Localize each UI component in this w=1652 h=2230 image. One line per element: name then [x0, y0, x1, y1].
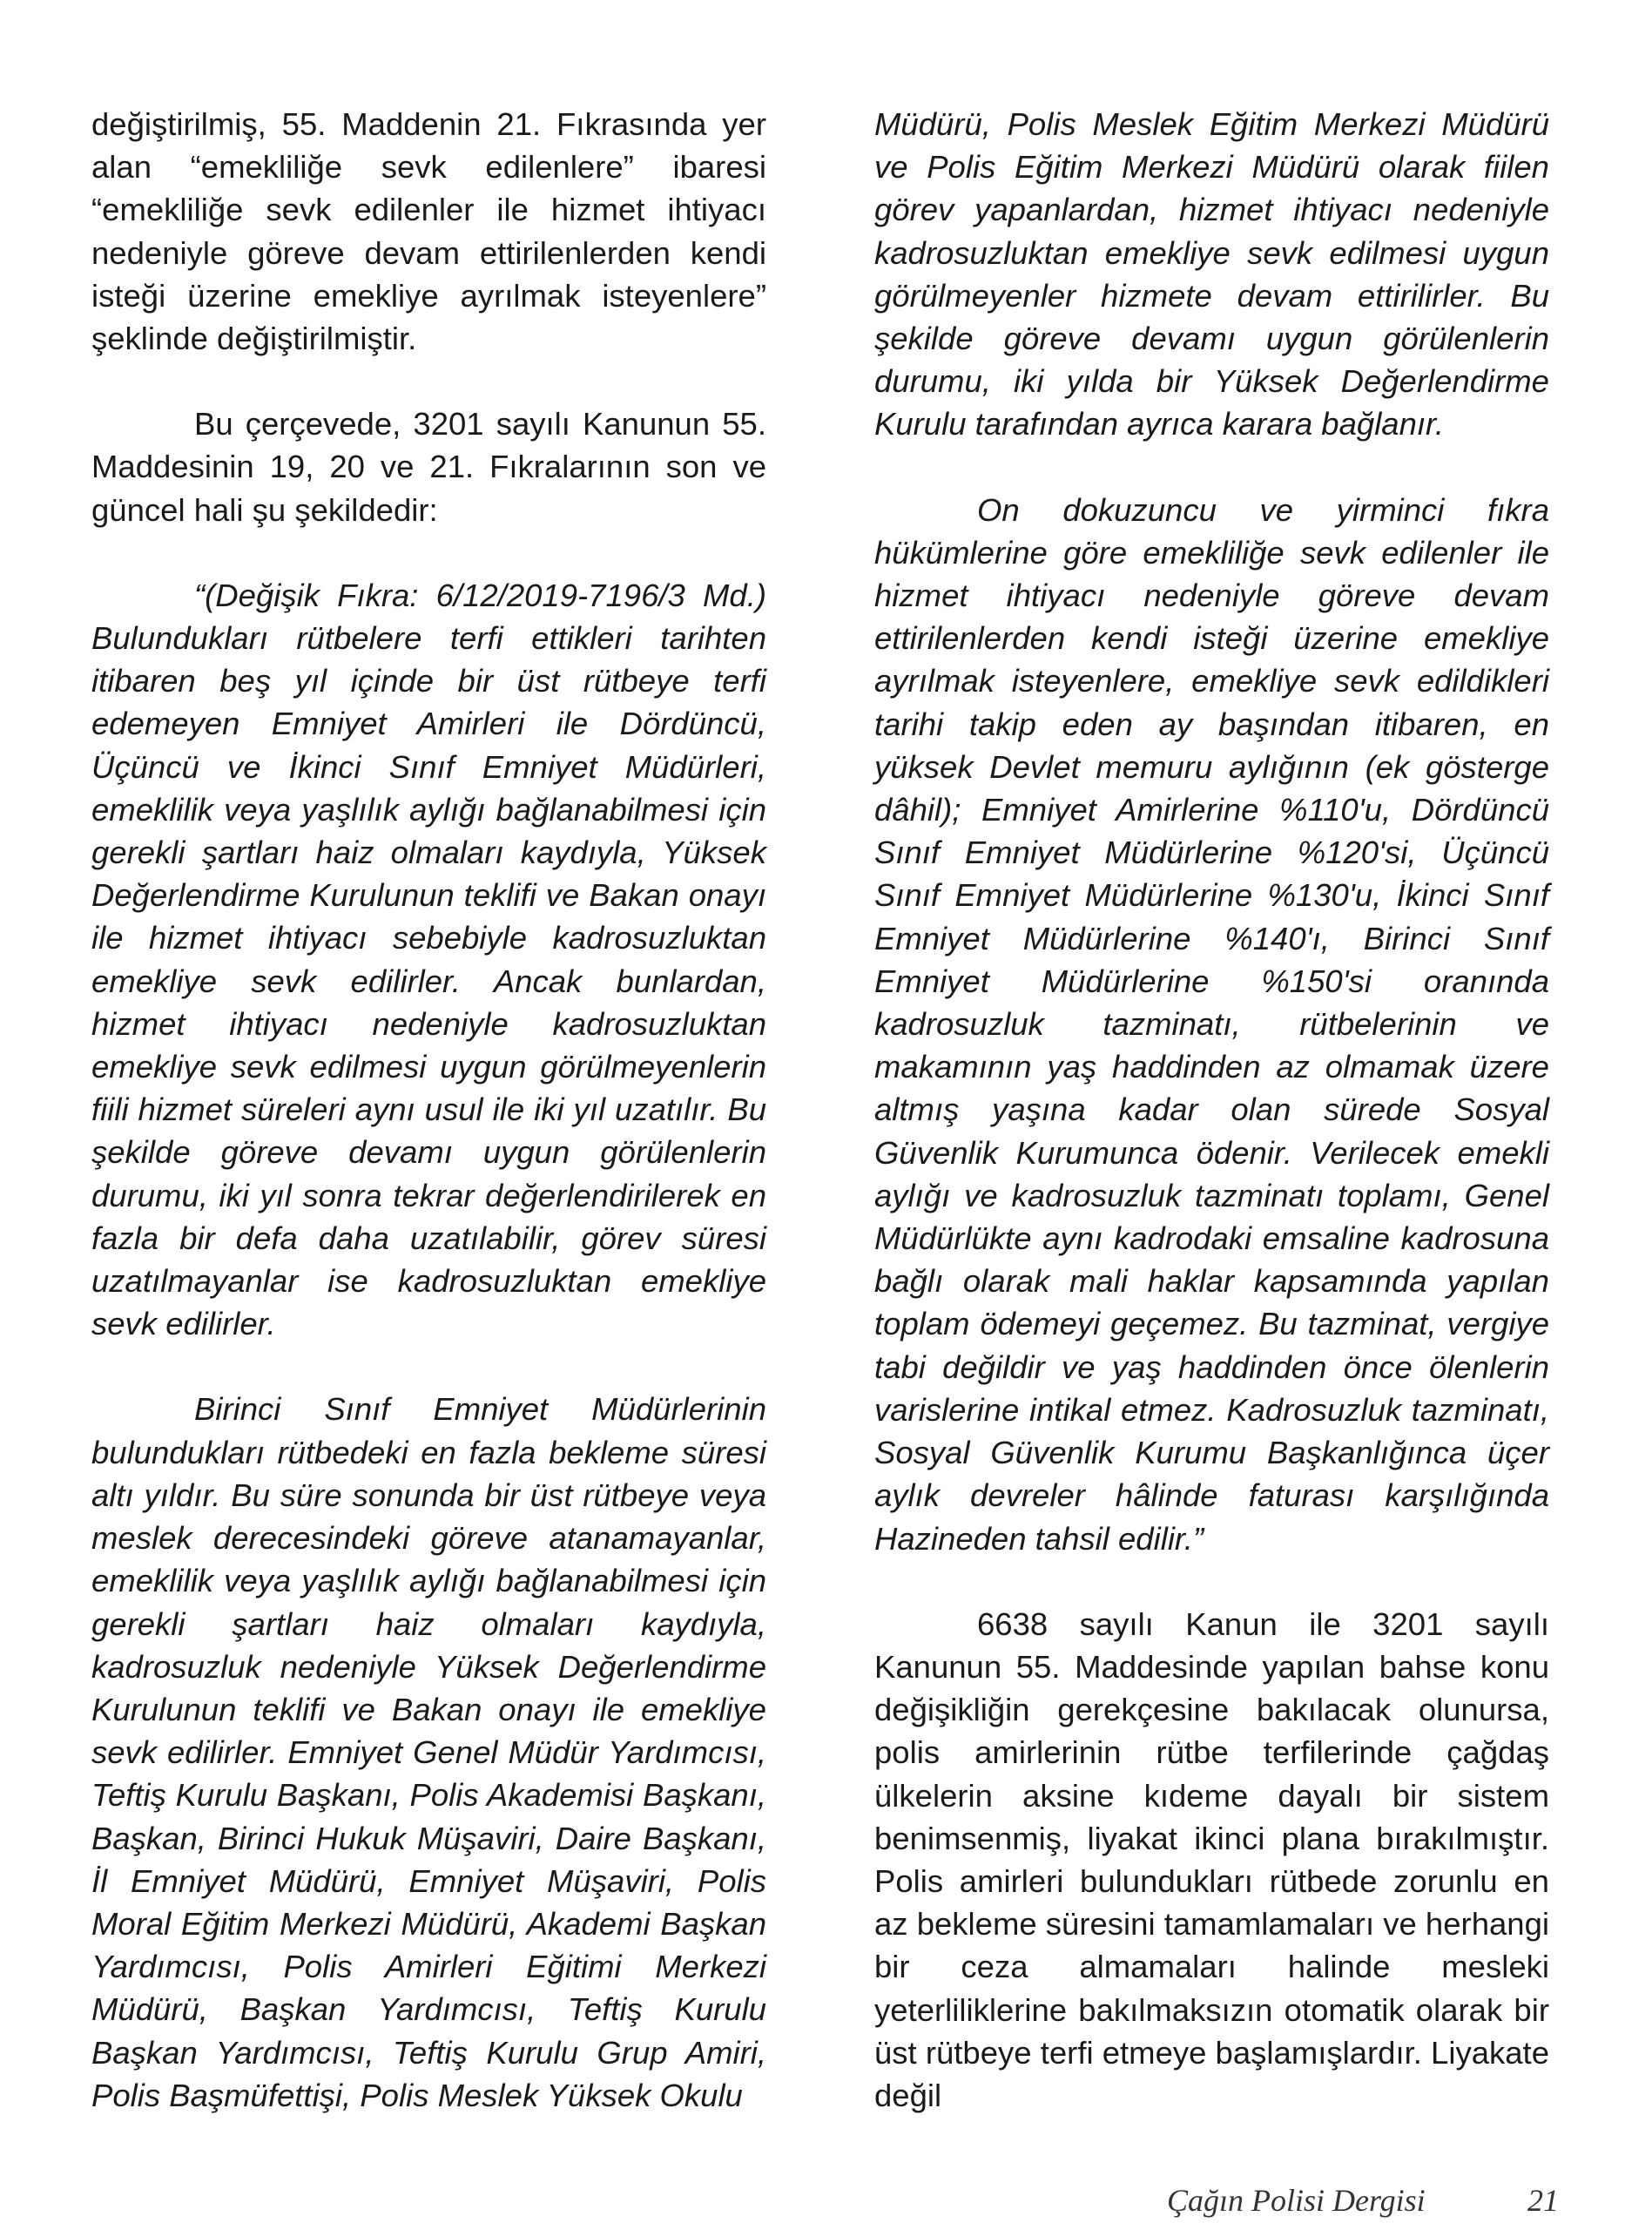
- right-paragraph-2-quote: On dokuzuncu ve yirminci fıkra hükümlerine göre emekliliğe sevk edilenler ile hizmet ihtiyacı nedeniyle göreve devam ettirilenlerden kendi isteği üzerine emekliye ayrılmak isteyenlere, emekliye sevk edildikleri tarihi takip eden ay başından itibaren, en yüksek Devlet memuru aylığının (ek gösterge dâhil); Emniyet Amirlerine %110'u, Dördüncü Sınıf Emniyet Müdürlerine %120'si, Üçüncü Sınıf Emniyet Müdürlerine %130'u, İkinci Sınıf Emniyet Müdürlerine %140'ı, Birinci Sınıf Emniyet Müdürlerine %150'si oranında kadrosuzluk tazminatı, rütbelerinin ve makamının yaş haddinden az olmamak üzere altmış yaşına kadar olan sürede Sosyal Güvenlik Kurumunca ödenir. Verilecek emekli aylığı ve kadrosuzluk tazminatı toplamı, Genel Müdürlükte aynı kadrodaki emsaline kadrosuna bağlı olarak mali haklar kapsamında yapılan toplam ödemeyi geçemez. Bu tazminat, vergiye tabi değildir ve yaş haddinden önce ölenlerin varislerine intikal etmez. Kadrosuzluk tazminatı, Sosyal Güvenlik Kurumu Başkanlığınca üçer aylık devreler hâlinde faturası karşılığında Hazineden tahsil edilir.”: [874, 491, 1549, 1557]
- journal-title: Çağın Polisi Dergisi: [1167, 2183, 1426, 2218]
- right-column: [874, 103, 1549, 2117]
- left-paragraph-3-quote: “(Değişik Fıkra: 6/12/2019-7196/3 Md.) Bulundukları rütbelere terfi ettikleri tarihten itibaren beş yıl içinde bir üst rütbeye terfi edemeyen Emniyet Amirleri ile Dördüncü, Üçüncü ve İkinci Sınıf Emniyet Müdürleri, emeklilik veya yaşlılık aylığı bağlanabilmesi için gerekli şartları haiz olmaları kaydıyla, Yüksek Değerlendirme Kurulunun teklifi ve Bakan onayı ile hizmet ihtiyacı sebebiyle kadrosuzluktan emekliye sevk edilirler. Ancak bunlardan, hizmet ihtiyacı nedeniyle kadrosuzluktan emekliye sevk edilmesi uygun görülmeyenlerin fiili hizmet süreleri aynı usul ile iki yıl uzatılır. Bu şekilde göreve devamı uygun görülenlerin durumu, iki yıl sonra tekrar değerlendirilerek en fazla bir defa daha uzatılabilir, görev süresi uzatılmayanlar ise kadrosuzluktan emekliye sevk edilirler.: [91, 577, 766, 1342]
- left-paragraph-4-quote: Birinci Sınıf Emniyet Müdürlerinin bulundukları rütbedeki en fazla bekleme süresi altı yıldır. Bu süre sonunda bir üst rütbeye veya meslek derecesindeki göreve atanamayanlar, emeklilik veya yaşlılık aylığı bağlanabilmesi için gerekli şartları haiz olmaları kaydıyla, kadrosuzluk nedeniyle Yüksek Değerlendirme Kurulunun teklifi ve Bakan onayı ile emekliye sevk edilirler. Emniyet Genel Müdür Yardımcısı, Teftiş Kurulu Başkanı, Polis Akademisi Başkanı, Başkan, Birinci Hukuk Müşaviri, Daire Başkanı, İl Emniyet Müdürü, Emniyet Müşaviri, Polis Moral Eğitim Merkezi Müdürü, Akademi Başkan Yardımcısı, Polis Amirleri Eğitimi Merkezi Müdürü, Başkan Yardımcısı, Teftiş Kurulu Başkan Yardımcısı, Teftiş Kurulu Grup Amiri, Polis Başmüfettişi, Polis Meslek Yüksek Okulu: [91, 1391, 766, 2113]
- left-column: [91, 103, 766, 2117]
- right-paragraph-1-quote: Müdürü, Polis Meslek Eğitim Merkezi Müdürü ve Polis Eğitim Merkezi Müdürü olarak fiilen görev yapanlardan, hizmet ihtiyacı nedeniyle kadrosuzluktan emekliye sevk edilmesi uygun görülmeyenler hizmete devam ettirilirler. Bu şekilde göreve devamı uygun görülenlerin durumu, iki yılda bir Yüksek Değerlendirme Kurulu tarafından ayrıca karara bağlanır.: [874, 106, 1549, 443]
- left-paragraph-1: değiştirilmiş, 55. Maddenin 21. Fıkrasında yer alan “emekliliğe sevk edilenlere” ibaresi “emekliliğe sevk edilenler ile hizmet ihtiyacı nedeniyle göreve devam ettirilenlerden kendi isteği üzerine emekliye ayrılmak isteyenlere” şeklinde değiştirilmiştir.: [91, 106, 766, 357]
- page-number: 21: [1527, 2183, 1559, 2218]
- left-paragraph-2: Bu çerçevede, 3201 sayılı Kanunun 55. Maddesinin 19, 20 ve 21. Fıkralarının son ve güncel hali şu şekildedir:: [91, 406, 766, 528]
- right-paragraph-3: 6638 sayılı Kanun ile 3201 sayılı Kanunun 55. Maddesinde yapılan bahse konu değişikliğin gerekçesine bakılacak olunursa, polis amirlerinin rütbe terfilerinde çağdaş ülkelerin aksine kıdeme dayalı bir sistem benimsenmiş, liyakat ikinci plana bırakılmıştır. Polis amirleri bulundukları rütbede zorunlu en az bekleme süresini tamamlamaları ve herhangi bir ceza almamaları halinde mesleki yeterliliklerine bakılmaksızın otomatik olarak bir üst rütbeye terfi etmeye başlamışlardır. Liyakate değil: [874, 1605, 1549, 2113]
